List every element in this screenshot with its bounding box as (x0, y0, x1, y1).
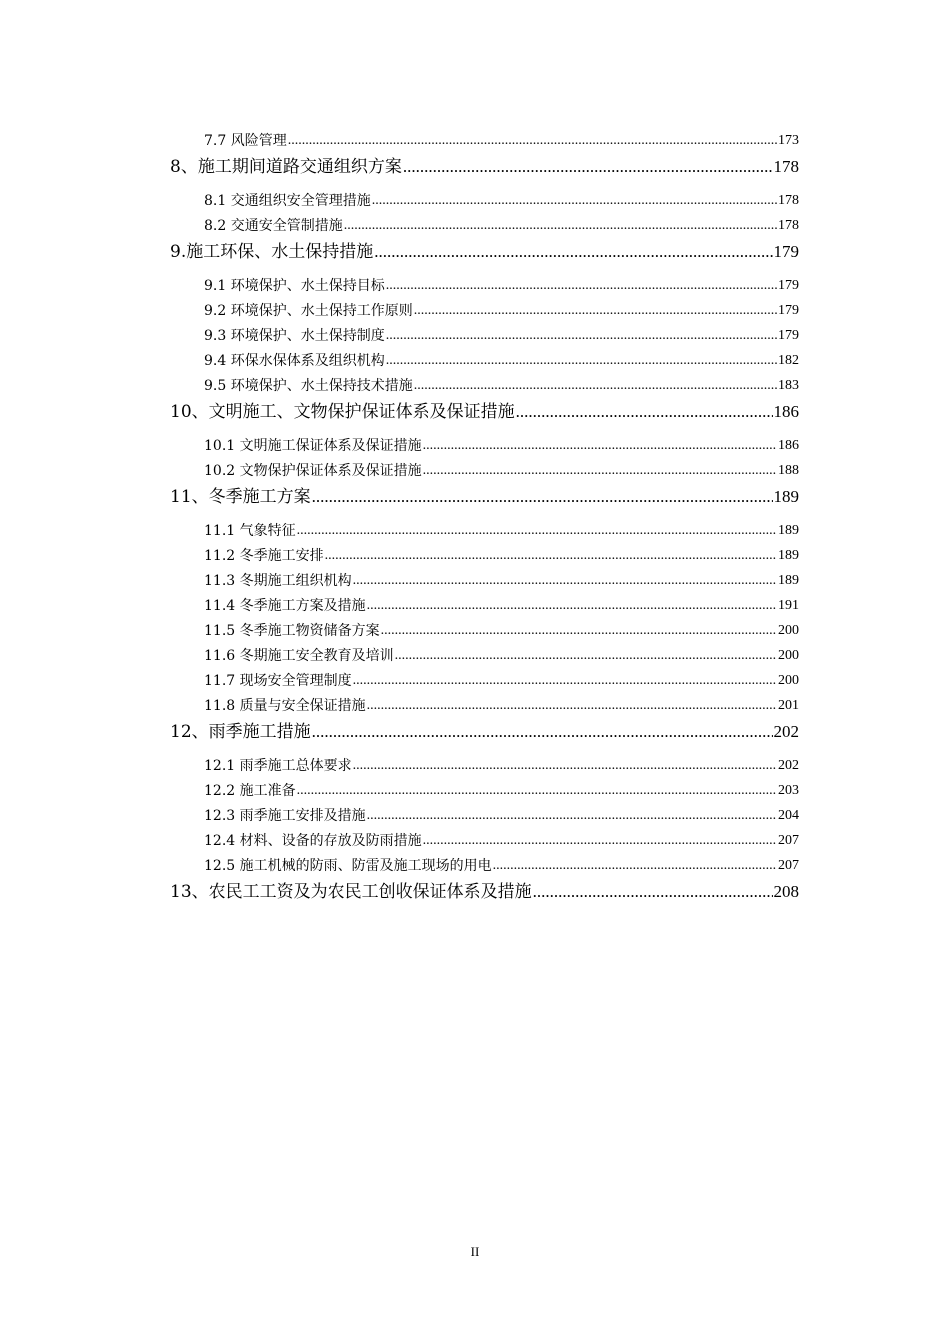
toc-dot-leader (374, 241, 772, 263)
toc-entry-page: 200 (778, 648, 799, 663)
toc-section-entry[interactable] (170, 642, 799, 667)
toc-entry-title: 12.1 雨季施工总体要求 (204, 758, 352, 774)
toc-entry-title: 11.4 冬季施工方案及措施 (204, 598, 366, 614)
toc-entry-page: 188 (778, 463, 799, 478)
toc-entry-page: 186 (778, 438, 799, 453)
toc-entry-title: 11.1 气象特征 (204, 523, 296, 539)
toc-section-entry[interactable] (170, 567, 799, 592)
toc-entry-title: 12、雨季施工措施 (170, 722, 311, 742)
toc-entry-title: 8.1 交通组织安全管理措施 (204, 193, 371, 209)
toc-chapter-entry[interactable] (170, 237, 799, 263)
toc-entry-page: 178 (778, 193, 799, 208)
toc-entry-title: 9.施工环保、水土保持措施 (170, 242, 374, 262)
toc-entry-page: 189 (773, 487, 799, 506)
toc-section-entry[interactable] (170, 517, 799, 542)
toc-section-entry[interactable] (170, 542, 799, 567)
toc-section-entry[interactable] (170, 752, 799, 777)
toc-entry-page: 173 (778, 133, 799, 148)
toc-section-entry[interactable] (170, 322, 799, 347)
toc-dot-leader (353, 670, 777, 692)
toc-entry-page: 178 (778, 218, 799, 233)
toc-entry-title: 13、农民工工资及为农民工创收保证体系及措施 (170, 882, 532, 902)
toc-section-entry[interactable] (170, 297, 799, 322)
toc-entry-page: 186 (773, 402, 799, 421)
toc-entry-title: 12.5 施工机械的防雨、防雷及施工现场的用电 (204, 858, 492, 874)
toc-section-entry[interactable] (170, 272, 799, 297)
toc-entry-title: 7.7 风险管理 (204, 133, 287, 149)
toc-entry-title: 11.8 质量与安全保证措施 (204, 698, 366, 714)
toc-entry-page: 204 (778, 808, 799, 823)
toc-entry-title: 10.1 文明施工保证体系及保证措施 (204, 438, 422, 454)
toc-dot-leader (381, 620, 777, 642)
toc-section-entry[interactable] (170, 187, 799, 212)
toc-dot-leader (493, 855, 777, 877)
toc-entry-page: 202 (778, 758, 799, 773)
toc-section-entry[interactable] (170, 667, 799, 692)
toc-chapter-entry[interactable] (170, 482, 799, 508)
toc-entry-title: 11.2 冬季施工安排 (204, 548, 324, 564)
toc-dot-leader (414, 375, 777, 397)
toc-entry-title: 8、施工期间道路交通组织方案 (170, 157, 402, 177)
toc-dot-leader (288, 130, 777, 152)
toc-entry-title: 9.5 环境保护、水土保持技术措施 (204, 378, 413, 394)
page-number: II (470, 1244, 480, 1259)
toc-dot-leader (386, 275, 777, 297)
toc-dot-leader (353, 755, 777, 777)
toc-entry-title: 10、文明施工、文物保护保证体系及保证措施 (170, 402, 515, 422)
toc-section-entry[interactable] (170, 692, 799, 717)
toc-entry-title: 12.2 施工准备 (204, 783, 296, 799)
toc-section-entry[interactable] (170, 347, 799, 372)
toc-entry-page: 200 (778, 623, 799, 638)
toc-entry-page: 207 (778, 833, 799, 848)
toc-dot-leader (423, 460, 777, 482)
toc-entry-title: 12.3 雨季施工安排及措施 (204, 808, 366, 824)
toc-dot-leader (367, 805, 777, 827)
toc-dot-leader (312, 486, 773, 508)
toc-entry-page: 179 (778, 303, 799, 318)
toc-section-entry[interactable] (170, 212, 799, 237)
toc-dot-leader (312, 721, 773, 743)
toc-entry-page: 202 (773, 722, 799, 741)
toc-dot-leader (423, 830, 777, 852)
toc-entry-page: 189 (778, 523, 799, 538)
toc-chapter-entry[interactable] (170, 877, 799, 903)
toc-entry-title: 11.6 冬期施工安全教育及培训 (204, 648, 394, 664)
toc-entry-page: 201 (778, 698, 799, 713)
toc-dot-leader (297, 520, 777, 542)
toc-entry-title: 9.1 环境保护、水土保持目标 (204, 278, 385, 294)
toc-section-entry[interactable] (170, 852, 799, 877)
toc-entry-page: 189 (778, 573, 799, 588)
toc-entry-page: 208 (773, 882, 799, 901)
toc-dot-leader (386, 350, 777, 372)
toc-entry-title: 9.2 环境保护、水土保持工作原则 (204, 303, 413, 319)
toc-section-entry[interactable] (170, 777, 799, 802)
toc-entry-title: 9.4 环保水保体系及组织机构 (204, 353, 385, 369)
toc-dot-leader (386, 325, 777, 347)
toc-entry-page: 191 (778, 598, 799, 613)
toc-section-entry[interactable] (170, 617, 799, 642)
toc-entry-title: 11.5 冬季施工物资储备方案 (204, 623, 380, 639)
toc-dot-leader (367, 695, 777, 717)
toc-chapter-entry[interactable] (170, 717, 799, 743)
toc-entry-title: 11.3 冬期施工组织机构 (204, 573, 352, 589)
toc-entry-title: 8.2 交通安全管制措施 (204, 218, 343, 234)
toc-entry-page: 178 (773, 157, 799, 176)
toc-entry-title: 11、冬季施工方案 (170, 487, 311, 507)
toc-section-entry[interactable] (170, 457, 799, 482)
toc-entry-title: 10.2 文物保护保证体系及保证措施 (204, 463, 422, 479)
toc-dot-leader (414, 300, 777, 322)
toc-section-entry[interactable] (170, 432, 799, 457)
toc-dot-leader (403, 156, 773, 178)
toc-dot-leader (395, 645, 777, 667)
toc-entry-page: 182 (778, 353, 799, 368)
toc-entry-page: 179 (778, 328, 799, 343)
toc-entry-title: 11.7 现场安全管理制度 (204, 673, 352, 689)
toc-dot-leader (533, 881, 773, 903)
toc-entry-page: 179 (773, 242, 799, 261)
toc-dot-leader (297, 780, 777, 802)
toc-entry-page: 183 (778, 378, 799, 393)
toc-dot-leader (353, 570, 777, 592)
toc-entry-page: 200 (778, 673, 799, 688)
toc-chapter-entry[interactable] (170, 397, 799, 423)
toc-section-entry[interactable] (170, 372, 799, 397)
toc-dot-leader (325, 545, 777, 567)
toc-entry-page: 179 (778, 278, 799, 293)
toc-chapter-entry[interactable] (170, 152, 799, 178)
toc-section-entry[interactable] (170, 827, 799, 852)
toc-dot-leader (372, 190, 777, 212)
toc-section-entry[interactable] (170, 802, 799, 827)
table-of-contents (170, 127, 799, 912)
toc-entry-title: 9.3 环境保护、水土保持制度 (204, 328, 385, 344)
toc-dot-leader (367, 595, 777, 617)
toc-dot-leader (344, 215, 777, 237)
toc-section-entry[interactable] (170, 592, 799, 617)
toc-entry-title: 12.4 材料、设备的存放及防雨措施 (204, 833, 422, 849)
toc-dot-leader (516, 401, 773, 423)
toc-entry-page: 207 (778, 858, 799, 873)
toc-entry-page: 203 (778, 783, 799, 798)
toc-entry-page: 189 (778, 548, 799, 563)
toc-section-entry[interactable] (170, 127, 799, 152)
toc-dot-leader (423, 435, 777, 457)
